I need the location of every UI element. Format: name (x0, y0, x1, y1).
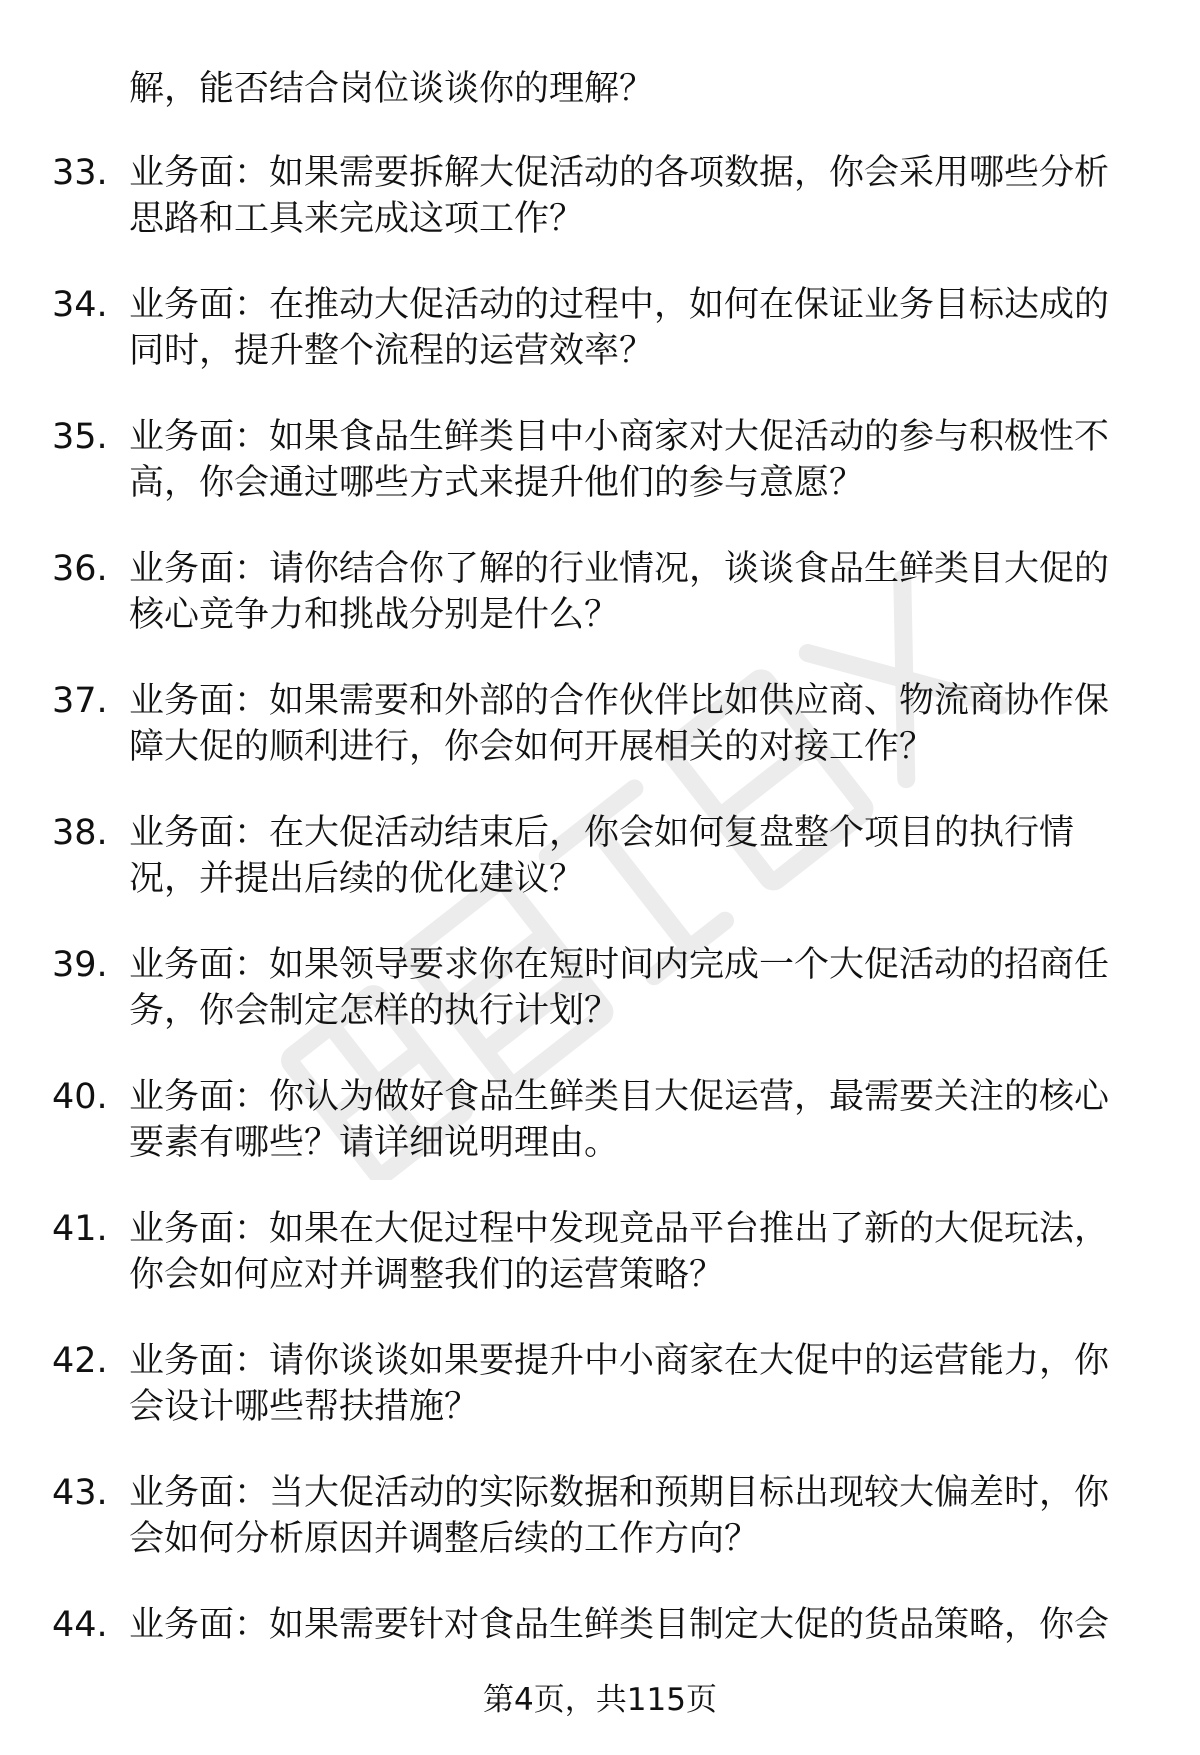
question-line: 业务面：在推动大促活动的过程中，如何在保证业务目标达成的 (129, 285, 1110, 325)
question-number: 33. (52, 153, 108, 193)
question-item (0, 546, 1200, 638)
question-line: 核心竞争力和挑战分别是什么？ (129, 595, 620, 635)
question-text (129, 810, 1139, 902)
question-line: 业务面：如果需要针对食品生鲜类目制定大促的货品策略，你会 (129, 1605, 1110, 1645)
question-line: 业务面：如果食品生鲜类目中小商家对大促活动的参与积极性不 (129, 417, 1110, 457)
question-line: 业务面：在大促活动结束后，你会如何复盘整个项目的执行情 (129, 813, 1075, 853)
question-item (0, 678, 1200, 770)
question-number: 39. (52, 945, 108, 985)
question-number: 40. (52, 1077, 108, 1117)
question-line: 要素有哪些？请详细说明理由。 (129, 1123, 620, 1163)
question-line: 务，你会制定怎样的执行计划？ (129, 991, 620, 1031)
question-list (0, 150, 1200, 1734)
question-item (0, 1338, 1200, 1430)
question-number: 34. (52, 285, 108, 325)
question-number: 35. (52, 417, 108, 457)
question-line: 会如何分析原因并调整后续的工作方向？ (129, 1519, 760, 1559)
question-line: 业务面：如果在大促过程中发现竞品平台推出了新的大促玩法， (129, 1209, 1110, 1249)
question-line: 业务面：如果需要和外部的合作伙伴比如供应商、物流商协作保 (129, 681, 1110, 721)
question-line: 业务面：如果需要拆解大促活动的各项数据，你会采用哪些分析 (129, 153, 1110, 193)
question-number: 38. (52, 813, 108, 853)
question-text (129, 150, 1139, 242)
question-number: 36. (52, 549, 108, 589)
question-line: 同时，提升整个流程的运营效率？ (129, 331, 655, 371)
question-item (0, 810, 1200, 902)
question-line: 障大促的顺利进行，你会如何开展相关的对接工作？ (129, 727, 935, 767)
question-number: 41. (52, 1209, 108, 1249)
question-line: 况，并提出后续的优化建议？ (129, 859, 585, 899)
page-number-footer: 第4页，共115页 (483, 1682, 717, 1718)
question-text (129, 1206, 1139, 1298)
continued-question-text: 解，能否结合岗位谈谈你的理解？ (129, 69, 655, 109)
question-line: 业务面：当大促活动的实际数据和预期目标出现较大偏差时，你 (129, 1473, 1110, 1513)
question-text (129, 678, 1139, 770)
question-number: 44. (52, 1605, 108, 1645)
question-item (0, 1074, 1200, 1166)
question-item (0, 1206, 1200, 1298)
question-line: 高，你会通过哪些方式来提升他们的参与意愿？ (129, 463, 865, 503)
question-line: 业务面：如果领导要求你在短时间内完成一个大促活动的招商任 (129, 945, 1110, 985)
question-text (129, 1338, 1139, 1430)
question-text (129, 1074, 1139, 1166)
question-item (0, 282, 1200, 374)
question-line: 思路和工具来完成这项工作？ (129, 199, 585, 239)
question-line: 业务面：请你结合你了解的行业情况，谈谈食品生鲜类目大促的 (129, 549, 1110, 589)
question-text (129, 414, 1139, 506)
question-number: 42. (52, 1341, 108, 1381)
question-line: 业务面：你认为做好食品生鲜类目大促运营，最需要关注的核心 (129, 1077, 1110, 1117)
question-text (129, 282, 1139, 374)
question-item (0, 1470, 1200, 1562)
question-line: 你会如何应对并调整我们的运营策略？ (129, 1255, 725, 1295)
question-line: 会设计哪些帮扶措施？ (129, 1387, 480, 1427)
question-number: 43. (52, 1473, 108, 1513)
question-text (129, 1470, 1139, 1562)
question-item (0, 414, 1200, 506)
question-text (129, 1602, 1139, 1648)
question-text (129, 942, 1139, 1034)
question-item (0, 150, 1200, 242)
question-text (129, 546, 1139, 638)
question-line: 业务面：请你谈谈如果要提升中小商家在大促中的运营能力，你 (129, 1341, 1110, 1381)
question-number: 37. (52, 681, 108, 721)
question-item (0, 942, 1200, 1034)
